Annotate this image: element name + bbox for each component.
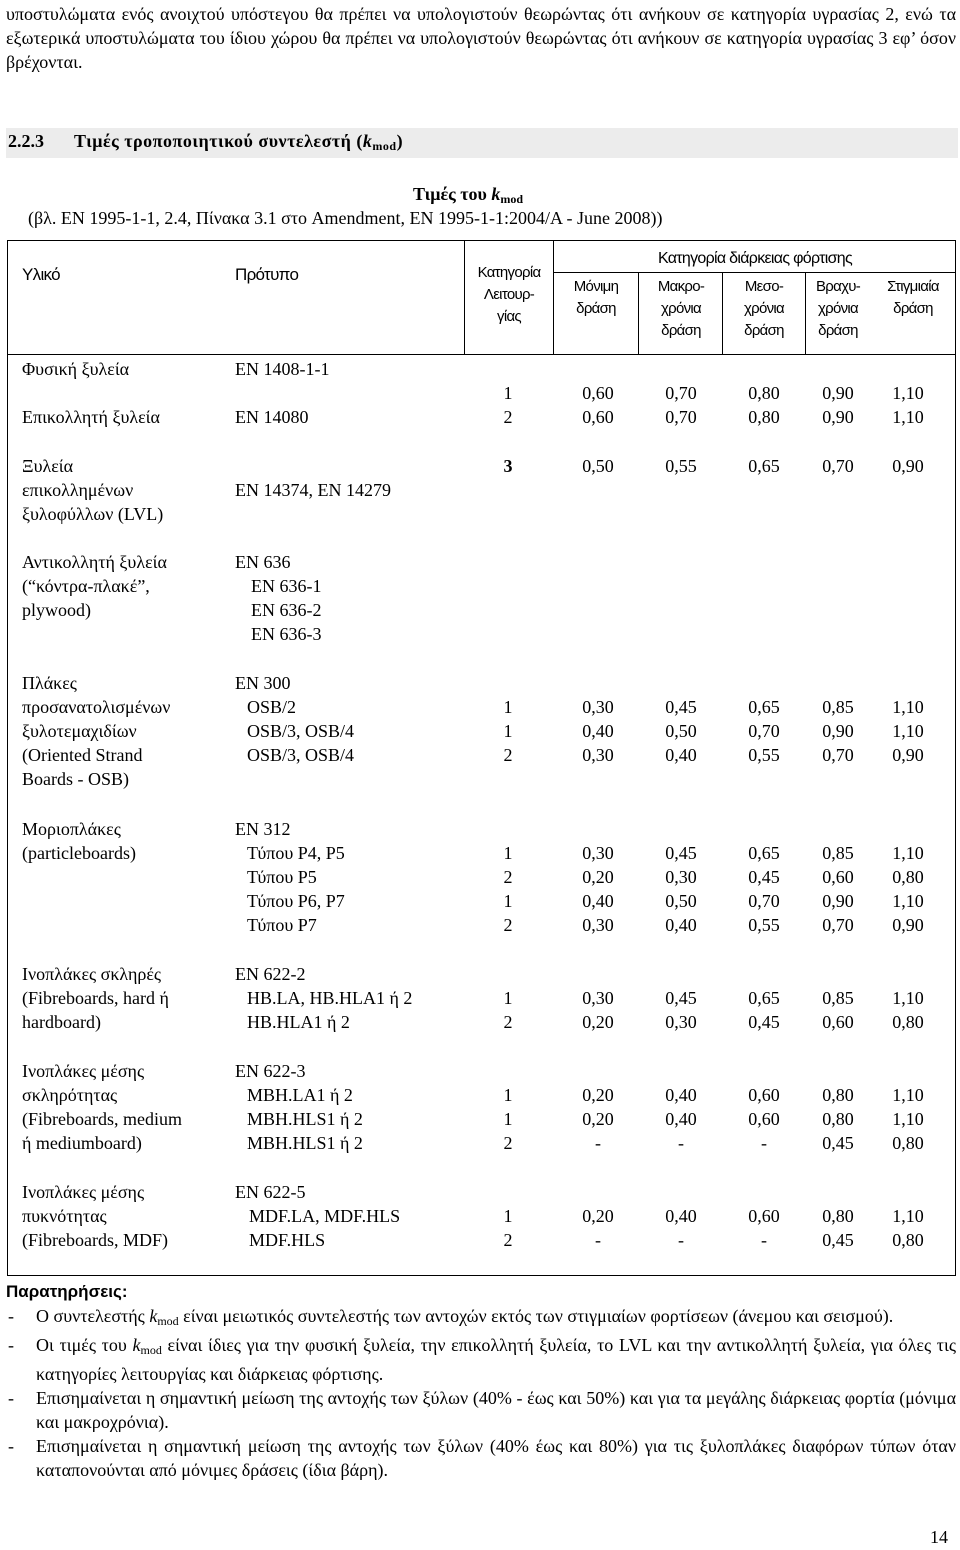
page-number: 14 xyxy=(930,1527,948,1547)
service-class-cell: 1 1 2 xyxy=(503,1085,513,1153)
value-cell: 0,70 xyxy=(665,383,697,403)
header-divider xyxy=(464,240,465,354)
service-class-cell: 3 xyxy=(503,456,513,476)
standard-plywood: EN 636 EN 636-1 EN 636-2 EN 636-3 xyxy=(235,552,322,644)
material-solid-timber: Φυσική ξυλεία xyxy=(22,359,130,379)
value-cell: 0,85 0,90 0,70 xyxy=(822,697,854,765)
standard-hardboard: EN 622-2 HB.LA, HB.HLA1 ή 2 HB.HLA1 ή 2 xyxy=(235,964,413,1032)
material-particleboards: Μοριοπλάκες (particleboards) xyxy=(22,819,136,863)
header-divider xyxy=(638,272,639,354)
section-title: Τιμές τροποποιητικού συντελεστή (kmod) xyxy=(74,131,404,153)
value-cell: 0,40 0,40 - xyxy=(665,1085,697,1153)
material-lvl: Ξυλεία επικολλημένων ξυλοφύλλων (LVL) xyxy=(22,456,164,524)
header-medium-term: Μεσο- χρόνια δράση xyxy=(743,278,785,339)
value-cell: 0,80 xyxy=(748,407,780,427)
standard-osb: EN 300 OSB/2 OSB/3, OSB/4 OSB/3, OSB/4 xyxy=(235,673,355,765)
value-cell: 0,70 xyxy=(822,456,854,476)
value-cell: 0,65 0,45 xyxy=(748,988,780,1032)
value-cell: 0,60 xyxy=(582,407,614,427)
material-plywood: Αντικολλητή ξυλεία (“κόντρα-πλακέ”, plywood) xyxy=(22,552,167,620)
value-cell: 0,55 xyxy=(665,456,697,476)
value-cell: 0,50 xyxy=(582,456,614,476)
material-mdf: Ινοπλάκες μέσης πυκνότητας (Fibreboards, MDF) xyxy=(22,1182,168,1250)
note-item: - Επισημαίνεται η σημαντική μείωση της αντοχής των ξύλων (40% - έως και 50%) και για τα μεγάλης διάρκειας φορτία (μόνιμα και μακροχρόνια). xyxy=(8,1388,956,1432)
value-cell: 0,45 0,50 0,40 xyxy=(665,697,697,765)
value-cell: 1,10 0,80 xyxy=(892,1206,924,1250)
notes-section xyxy=(6,1280,956,1482)
note-item: - Οι τιμές του kmod είναι ίδιες για την φυσική ξυλεία, την επικολλητή ξυλεία, το LVL και την αντικολλητή ξυλεία, για όλες τις κατηγορίες λειτουργίας και διάρκειας φόρτισης. xyxy=(8,1335,956,1384)
table-title: Τιμές του kmod xyxy=(413,184,524,206)
header-permanent: Μόνιμη δράση xyxy=(573,278,619,317)
value-cell: 0,60 0,60 - xyxy=(748,1085,780,1153)
notes-title: Παρατηρήσεις: xyxy=(6,1282,128,1301)
standard-lvl: EN 14374, EN 14279 xyxy=(235,480,391,500)
standard-mdf: EN 622-5 MDF.LA, MDF.HLS MDF.HLS xyxy=(235,1182,401,1250)
header-bottom-rule xyxy=(7,354,956,355)
standard-glulam: EN 14080 xyxy=(235,407,309,427)
value-cell: 0,80 0,45 xyxy=(822,1206,854,1250)
table-reference: (βλ. EN 1995-1-1, 2.4, Πίνακα 3.1 στο Amendment, EN 1995-1-1:2004/A - June 2008)) xyxy=(28,208,663,228)
value-cell: 0,30 0,40 0,30 xyxy=(582,697,614,765)
value-cell: 0,30 0,20 0,40 0,30 xyxy=(582,843,614,935)
material-glulam: Επικολλητή ξυλεία xyxy=(22,407,160,427)
note-item: - Επισημαίνεται η σημαντική μείωση της αντοχής των ξύλων (40% έως και 80%) για τις ξυλοπλάκες διαφόρων τύπων όταν καταπονούνται από μόνιμες δράσεις (ίδια βάρη). xyxy=(8,1436,956,1480)
value-cell: 0,30 0,20 xyxy=(582,988,614,1032)
material-osb: Πλάκες προσανατολισμένων ξυλοτεμαχιδίων (Oriented Strand Boards - OSB) xyxy=(22,673,171,789)
service-class-cell: 1 1 2 xyxy=(503,697,513,765)
value-cell: 0,85 0,60 xyxy=(822,988,854,1032)
header-service-class: Κατηγορία Λειτουρ- γίας xyxy=(477,264,541,325)
value-cell: 0,90 xyxy=(822,407,854,427)
material-mediumboard: Ινοπλάκες μέσης σκληρότητας (Fibreboards, medium ή mediumboard) xyxy=(22,1061,182,1153)
value-cell: 1,10 xyxy=(892,407,924,427)
value-cell: 0,40 - xyxy=(665,1206,697,1250)
value-cell: 1,10 0,80 xyxy=(892,988,924,1032)
value-cell: 0,80 0,80 0,45 xyxy=(822,1085,854,1153)
header-instantaneous: Στιγμιαία δράση xyxy=(887,278,939,317)
value-cell: 0,20 - xyxy=(582,1206,614,1250)
note-item: - Ο συντελεστής kmod είναι μειωτικός συντελεστής των αντοχών εκτός των στιγμιαίων φορτίσεων (άνεμου και σεισμού). xyxy=(8,1306,894,1328)
value-cell: 0,60 - xyxy=(748,1206,780,1250)
section-number: 2.2.3 xyxy=(8,131,44,151)
value-cell: 0,90 xyxy=(822,383,854,403)
service-class-cell: 1 xyxy=(503,383,513,403)
header-divider xyxy=(722,272,723,354)
value-cell: 0,65 xyxy=(748,456,780,476)
value-cell: 0,65 0,45 0,70 0,55 xyxy=(748,843,780,935)
standard-solid-timber: EN 1408-1-1 xyxy=(235,359,330,379)
value-cell: 1,10 0,80 1,10 0,90 xyxy=(892,843,924,935)
standard-particleboards: EN 312 Τύπου P4, P5 Τύπου P5 Τύπου P6, P7 Τύπου P7 xyxy=(235,819,345,935)
value-cell: 0,65 0,70 0,55 xyxy=(748,697,780,765)
value-cell: 1,10 1,10 0,90 xyxy=(892,697,924,765)
service-class-cell: 1 2 xyxy=(503,1206,513,1250)
value-cell: 0,60 xyxy=(582,383,614,403)
material-hardboard: Ινοπλάκες σκληρές (Fibreboards, hard ή hardboard) xyxy=(22,964,169,1032)
value-cell: 0,45 0,30 xyxy=(665,988,697,1032)
value-cell: 0,45 0,30 0,50 0,40 xyxy=(665,843,697,935)
value-cell: 0,20 0,20 - xyxy=(582,1085,614,1153)
value-cell: 0,80 xyxy=(748,383,780,403)
value-cell: 1,10 xyxy=(892,383,924,403)
header-load-duration: Κατηγορία διάρκειας φόρτισης xyxy=(657,250,852,267)
value-cell: 0,90 xyxy=(892,456,924,476)
header-material: Υλικό xyxy=(22,265,60,284)
duration-group-rule xyxy=(553,272,955,273)
header-short-term: Βραχυ- χρόνια δράση xyxy=(815,278,861,339)
value-cell: 0,70 xyxy=(665,407,697,427)
table-top-rule xyxy=(7,240,956,241)
header-standard: Πρότυπο xyxy=(235,265,299,284)
value-cell: 1,10 1,10 0,80 xyxy=(892,1085,924,1153)
header-divider xyxy=(553,240,554,354)
service-class-cell: 1 2 1 2 xyxy=(503,843,513,935)
standard-mediumboard: EN 622-3 MBH.LA1 ή 2 MBH.HLS1 ή 2 MBH.HLS1 ή 2 xyxy=(235,1061,363,1153)
header-long-term: Μακρο- χρόνια δράση xyxy=(657,278,705,339)
intro-paragraph: υποστυλώματα ενός ανοιχτού υπόστεγου θα πρέπει να υπολογιστούν θεωρώντας ότι ανήκουν σε κατηγορία υγρασίας 2, ενώ τα εξωτερικά υποστυλώματα του ίδιου χώρου θα πρέπει να υπολογιστούν θεωρώντας ότι ανήκουν σε κατηγορία υγρασίας 3 εφ’ όσον βρέχονται. xyxy=(6,4,956,72)
service-class-cell: 2 xyxy=(503,407,513,427)
header-divider xyxy=(805,272,806,354)
service-class-cell: 1 2 xyxy=(503,988,513,1032)
value-cell: 0,85 0,60 0,90 0,70 xyxy=(822,843,854,935)
